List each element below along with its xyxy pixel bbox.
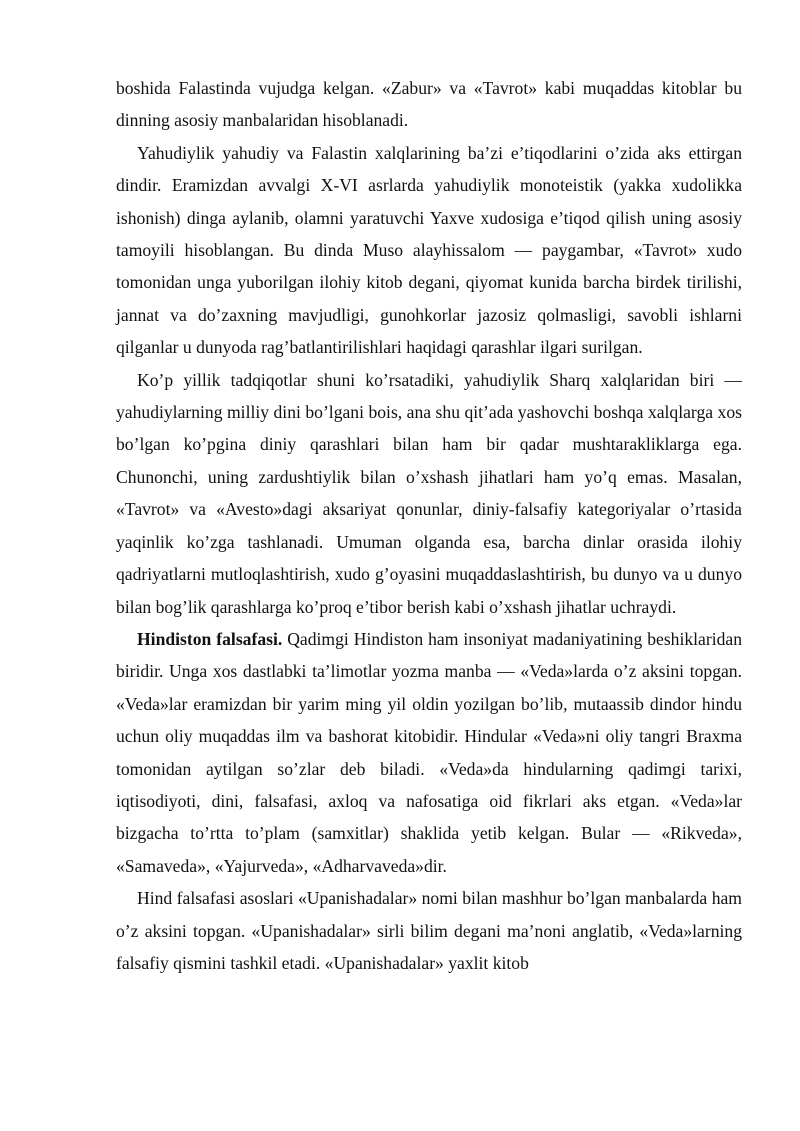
document-page	[116, 72, 742, 979]
paragraph-4-text: Qadimgi Hindiston ham insoniyat madaniyatining beshiklaridan biridir. Unga xos dastlabki ta’limotlar yozma manba — «Veda»larda o’z aksini topgan. «Veda»lar eramizdan bir yarim ming yil oldin yozilgan bo’lib, mutaassib dindor hindu uchun oliy muqaddas ilm va bashorat kitobidir. Hindular «Veda»ni oliy tangri Braxma tomonidan aytilgan so’zlar deb biladi. «Veda»da hindularning qadimgi tarixi, iqtisodiyoti, dini, falsafasi, axloq va nafosatiga oid fikrlari aks etgan. «Veda»lar bizgacha to’rtta to’plam (samxitlar) shaklida yetib kelgan. Bular — «Rikveda», «Samaveda», «Yajurveda», «Adharvaveda»dir.	[116, 628, 743, 876]
paragraph-2: Yahudiylik yahudiy va Falastin xalqlarining ba’zi e’tiqodlarini o’zida aks ettirgan dindir. Eramizdan avvalgi X-VI asrlarda yahudiylik monoteistik (yakka xudolikka ishonish) dinga aylanib, olamni yaratuvchi Yaxve xudosiga e’tiqod qilish uning asosiy tamoyili hisoblangan. Bu dinda Muso alayhissalom — paygambar, «Tavrot» xudo tomonidan unga yuborilgan ilohiy kitob degani, qiyomat kunida barcha birdek tirilishi, jannat va do’zaxning mavjudligi, gunohkorlar jazosiz qolmasligi, savobli ishlarni qilganlar u dunyoda rag’batlantirilishlari haqidagi qarashlar ilgari surilgan.	[116, 142, 742, 358]
paragraph-5: Hind falsafasi asoslari «Upanishadalar» nomi bilan mashhur bo’lgan manbalarda ham o’z aksini topgan. «Upanishadalar» sirli bilim degani ma’noni anglatib, «Veda»larning falsafiy qismini tashkil etadi. «Upanishadalar» yaxlit kitob	[116, 888, 742, 973]
paragraph-3: Ko’p yillik tadqiqotlar shuni ko’rsatadiki, yahudiylik Sharq xalqlaridan biri — yahudiylarning milliy dini bo’lgani bois, ana shu qit’ada yashovchi boshqa xalqlarga xos bo’lgan ko’pgina diniy qarashlari bilan ham bir qadar mushtarakliklarga ega. Chunonchi, uning zardushtiylik bilan o’xshash jihatlari ham yo’q emas. Masalan, «Tavrot» va «Avesto»dagi aksariyat qonunlar, diniy-falsafiy kategoriyalar o’rtasida yaqinlik ko’zga tashlanadi. Umuman olganda esa, barcha dinlar orasida ilohiy qadriyatlarni mutloqlashtirish, xudo g’oyasini muqaddaslashtirish, bu dunyo va u dunyo bilan bog’lik qarashlarga ko’proq e’tibor berish kabi o’xshash jihatlar uchraydi.	[116, 369, 742, 617]
paragraph-1: boshida Falastinda vujudga kelgan. «Zabur» va «Tavrot» kabi muqaddas kitoblar bu dinning asosiy manbalaridan hisoblanadi.	[116, 78, 742, 131]
paragraph-4	[116, 623, 742, 882]
section-heading-hindiston-falsafasi: Hindiston falsafasi.	[137, 628, 283, 649]
